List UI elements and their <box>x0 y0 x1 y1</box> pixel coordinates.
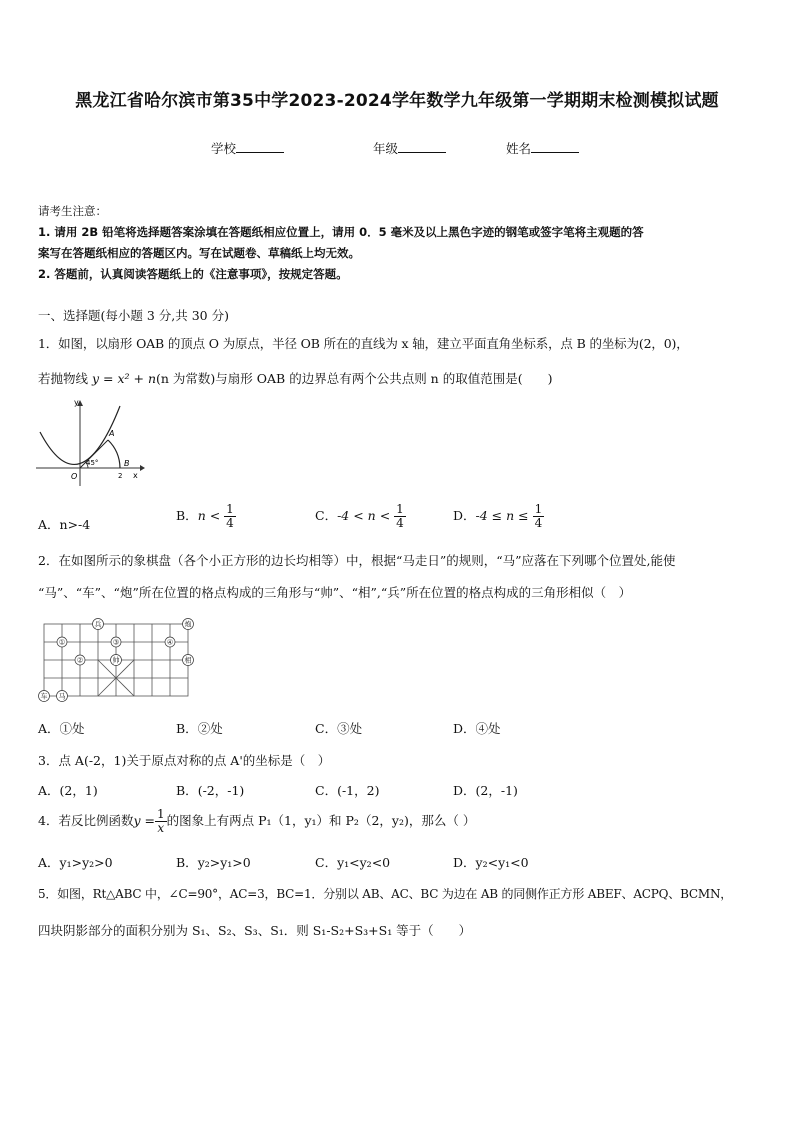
school-blank[interactable] <box>236 140 284 153</box>
q2-option-a[interactable]: A．①处 <box>38 721 85 736</box>
q2-piece-che <box>39 691 50 702</box>
notice-heading: 请考生注意： <box>38 204 107 218</box>
q4-option-d-text: y₂<y₁<0 <box>475 855 529 870</box>
q4-fraction: $\frac{1}{x}$ <box>156 807 165 835</box>
q4-option-a[interactable]: A．y₁>y₂>0 <box>38 855 113 870</box>
q1-sector-arc <box>108 440 120 468</box>
q1-x-label: x <box>133 471 138 480</box>
grade-blank[interactable] <box>398 140 446 153</box>
q3-option-b-text: (-2，-1) <box>197 783 245 798</box>
name-blank[interactable] <box>531 140 579 153</box>
svg-text:炮: 炮 <box>184 620 192 629</box>
q1-option-b-label: B． <box>176 508 198 523</box>
section-heading: 一、选择题(每小题 3 分,共 30 分) <box>38 308 229 323</box>
q4-option-b-text: y₂>y₁>0 <box>197 855 251 870</box>
svg-text:车: 车 <box>40 692 48 701</box>
notice-line-1b: 案写在答题纸相应的答题区内。写在试题卷、草稿纸上均无效。 <box>38 246 360 260</box>
q2-line-2: “马”、“车”、“炮”所在位置的格点构成的三角形与“帅”、“相”,“兵”所在位置的格点构成的三角形相似（ ） <box>38 585 632 600</box>
q2-option-c[interactable]: C．③处 <box>315 721 363 736</box>
q2-mark-1 <box>57 637 67 647</box>
q3-option-d[interactable]: D．(2，-1) <box>453 783 518 798</box>
q2-option-d-text: ④处 <box>475 721 501 736</box>
q2-piece-xiang <box>183 655 194 666</box>
grade-label: 年级 <box>373 141 399 156</box>
q3-line-1: 3．点 A(-2，1)关于原点对称的点 A'的坐标是（ ） <box>38 753 331 768</box>
q1-point-b-label: B <box>124 459 130 468</box>
q1-option-c-text: -4 < n < <box>337 508 391 523</box>
q3-option-a-text: (2，1) <box>59 783 98 798</box>
svg-text:兵: 兵 <box>94 620 102 629</box>
q2-mark-2 <box>75 655 85 665</box>
q2-mark-3 <box>111 637 121 647</box>
q3-option-c[interactable]: C．(-1，2) <box>315 783 380 798</box>
school-label: 学校 <box>211 141 237 156</box>
q1-x-arrow <box>140 465 145 471</box>
q4-option-b[interactable]: B．y₂>y₁>0 <box>176 855 251 870</box>
q4-option-c[interactable]: C．y₁<y₂<0 <box>315 855 391 870</box>
q3-option-d-text: (2，-1) <box>475 783 518 798</box>
q2-line-1: 2．在如图所示的象棋盘（各个小正方形的边长均相等）中，根据“马走日”的规则，“马”应落在下列哪个位置处,能使 <box>38 553 676 568</box>
name-field[interactable] <box>506 139 579 157</box>
q2-option-d[interactable]: D．④处 <box>453 721 501 736</box>
q4-option-a-text: y₁>y₂>0 <box>59 855 113 870</box>
q2-option-c-text: ③处 <box>337 721 363 736</box>
svg-text:④: ④ <box>166 638 174 647</box>
q1-option-b-text: n < <box>197 508 221 523</box>
q4-post: 的图象上有两点 P₁（1，y₁）和 P₂（2，y₂)，那么（ ） <box>166 813 476 828</box>
q4-line-1 <box>38 808 475 835</box>
q2-piece-shuai <box>111 655 122 666</box>
grade-field[interactable] <box>373 139 446 157</box>
page-title: 黑龙江省哈尔滨市第35中学2023-2024学年数学九年级第一学期期末检测模拟试题 <box>75 91 719 111</box>
q1-origin-label: O <box>71 472 78 481</box>
q1-tick-label: 2 <box>118 472 123 480</box>
q5-line-1: 5．如图，Rt△ABC 中，∠C=90°，AC=3，BC=1．分别以 AB、AC、BC 为边在 AB 的同侧作正方形 ABEF、ACPQ、BCMN， <box>38 887 733 901</box>
svg-text:马: 马 <box>58 692 66 701</box>
svg-text:②: ② <box>76 656 84 665</box>
q3-option-a[interactable]: A．(2，1) <box>38 783 98 798</box>
q1-option-d-label: D． <box>453 508 476 523</box>
q1-option-b-fraction: $\frac{1}{4}$ <box>226 502 234 530</box>
q1-option-b[interactable] <box>176 503 236 530</box>
q4-option-d[interactable]: D．y₂<y₁<0 <box>453 855 529 870</box>
q2-option-b-text: ②处 <box>197 721 223 736</box>
q1-formula: y = x² + n <box>92 371 157 386</box>
q1-line-1: 1．如图，以扇形 OAB 的顶点 O 为原点，半径 OB 所在的直线为 x 轴，建立平面直角坐标系，点 B 的坐标为(2，0)， <box>38 336 689 351</box>
q2-option-b[interactable]: B．②处 <box>176 721 223 736</box>
q1-option-c[interactable] <box>315 503 406 530</box>
notice-line-1a: 1. 请用 2B 铅笔将选择题答案涂填在答题纸相应位置上，请用 0．5 毫米及以上黑色字迹的钢笔或签字笔将主观题的答 <box>38 225 644 239</box>
q1-option-d[interactable] <box>453 503 544 530</box>
svg-text:①: ① <box>58 638 66 647</box>
svg-text:相: 相 <box>184 656 192 665</box>
q1-point-a-label: A <box>109 429 115 438</box>
q1-option-a-label: A． <box>38 517 60 532</box>
q1-y-label: y <box>74 398 79 407</box>
q1-line-2-post: (n 为常数)与扇形 OAB 的边界总有两个公共点则 n 的取值范围是( ) <box>156 371 553 386</box>
q2-mark-4 <box>165 637 175 647</box>
q2-piece-pao <box>183 619 194 630</box>
school-field[interactable] <box>211 139 284 157</box>
q1-angle-label: 45° <box>86 459 99 467</box>
q4-option-c-text: y₁<y₂<0 <box>337 855 391 870</box>
q5-line-2: 四块阴影部分的面积分别为 S₁、S₂、S₃、S₁．则 S₁-S₂+S₃+S₁ 等于（ ） <box>38 923 472 938</box>
q4-pre: 4．若反比例函数 <box>38 813 134 828</box>
q3-option-c-text: (-1，2) <box>337 783 380 798</box>
svg-text:③: ③ <box>112 638 120 647</box>
q1-option-d-text: -4 ≤ n ≤ <box>475 508 529 523</box>
name-label: 姓名 <box>506 141 532 156</box>
q1-option-c-label: C． <box>315 508 338 523</box>
q4-y: y = <box>133 813 155 828</box>
q2-piece-ma <box>57 691 68 702</box>
q1-option-a-text: n>-4 <box>59 517 91 532</box>
q1-figure <box>36 398 146 488</box>
q1-option-a[interactable] <box>38 515 90 533</box>
q1-line-2-pre: 若抛物线 <box>38 371 89 386</box>
q2-option-a-text: ①处 <box>59 721 85 736</box>
q1-line-2 <box>38 369 552 387</box>
q3-option-b[interactable]: B．(-2，-1) <box>176 783 245 798</box>
q2-piece-bing-top <box>93 619 104 630</box>
svg-text:帅: 帅 <box>112 656 120 665</box>
q1-option-d-fraction: $\frac{1}{4}$ <box>534 502 543 530</box>
q1-option-c-fraction: $\frac{1}{4}$ <box>396 502 404 530</box>
notice <box>38 201 768 285</box>
notice-line-2: 2. 答题前，认真阅读答题纸上的《注意事项》，按规定答题。 <box>38 267 348 281</box>
q2-chessboard <box>36 616 196 702</box>
